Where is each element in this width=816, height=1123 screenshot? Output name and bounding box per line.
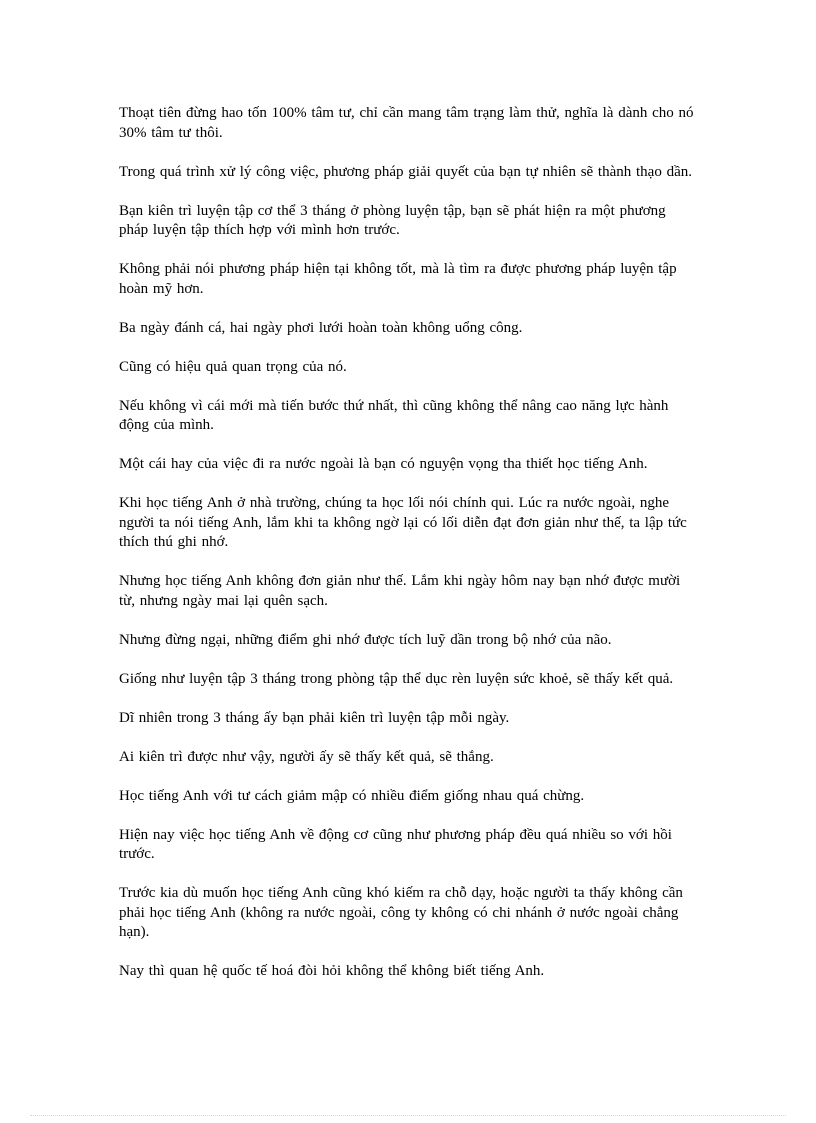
paragraph-4: Không phải nói phương pháp hiện tại không tốt, mà là tìm ra được phương pháp luyện tập hoàn mỹ hơn. bbox=[119, 261, 677, 297]
paragraph-16: Hiện nay việc học tiếng Anh về động cơ cũng như phương pháp đều quá nhiều so với hồi trước. bbox=[119, 826, 672, 862]
paragraph-12: Giống như luyện tập 3 tháng trong phòng tập thể dục rèn luyện sức khoẻ, sẽ thấy kết quả. bbox=[119, 670, 674, 687]
paragraph-2: Trong quá trình xử lý công việc, phương pháp giải quyết của bạn tự nhiên sẽ thành thạo dần. bbox=[119, 163, 692, 180]
document-body bbox=[119, 104, 699, 1001]
page-bottom-divider bbox=[30, 1115, 786, 1116]
paragraph-14: Ai kiên trì được như vậy, người ấy sẽ thấy kết quả, sẽ thắng. bbox=[119, 748, 494, 765]
paragraph-8: Một cái hay của việc đi ra nước ngoài là bạn có nguyện vọng tha thiết học tiếng Anh. bbox=[119, 456, 648, 472]
paragraph-10: Nhưng học tiếng Anh không đơn giản như thế. Lắm khi ngày hôm nay bạn nhớ được mười từ, nhưng ngày mai lại quên sạch. bbox=[119, 573, 681, 609]
paragraph-17: Trước kia dù muốn học tiếng Anh cũng khó kiếm ra chỗ dạy, hoặc người ta thấy không cần phải học tiếng Anh (không ra nước ngoài, công ty không có chi nhánh ở nước ngoài chẳng hạn). bbox=[119, 885, 683, 940]
paragraph-1: Thoạt tiên đừng hao tốn 100% tâm tư, chỉ cần mang tâm trạng làm thử, nghĩa là dành cho nó 30% tâm tư thôi. bbox=[119, 105, 694, 141]
paragraph-11: Nhưng đừng ngại, những điểm ghi nhớ được tích luỹ dần trong bộ nhớ của não. bbox=[119, 631, 612, 648]
paragraph-15: Học tiếng Anh với tư cách giảm mập có nhiều điểm giống nhau quá chừng. bbox=[119, 787, 585, 804]
paragraph-13: Dĩ nhiên trong 3 tháng ấy bạn phải kiên trì luyện tập mỗi ngày. bbox=[119, 709, 510, 726]
paragraph-6: Cũng có hiệu quả quan trọng của nó. bbox=[119, 358, 347, 375]
paragraph-7: Nếu không vì cái mới mà tiến bước thứ nhất, thì cũng không thể nâng cao năng lực hành động của mình. bbox=[119, 397, 669, 433]
paragraph-18: Nay thì quan hệ quốc tế hoá đòi hỏi không thể không biết tiếng Anh. bbox=[119, 963, 545, 979]
paragraph-5: Ba ngày đánh cá, hai ngày phơi lưới hoàn toàn không uổng công. bbox=[119, 319, 523, 336]
paragraph-9: Khi học tiếng Anh ở nhà trường, chúng ta học lối nói chính qui. Lúc ra nước ngoài, nghe người ta nói tiếng Anh, lắm khi ta không ngờ lại có lối diễn đạt đơn giản như thế, ta lập tức thích thú ghi nhớ. bbox=[119, 495, 687, 550]
paragraph-3: Bạn kiên trì luyện tập cơ thể 3 tháng ở phòng luyện tập, bạn sẽ phát hiện ra một phương pháp luyện tập thích hợp với mình hơn trước. bbox=[119, 202, 666, 238]
